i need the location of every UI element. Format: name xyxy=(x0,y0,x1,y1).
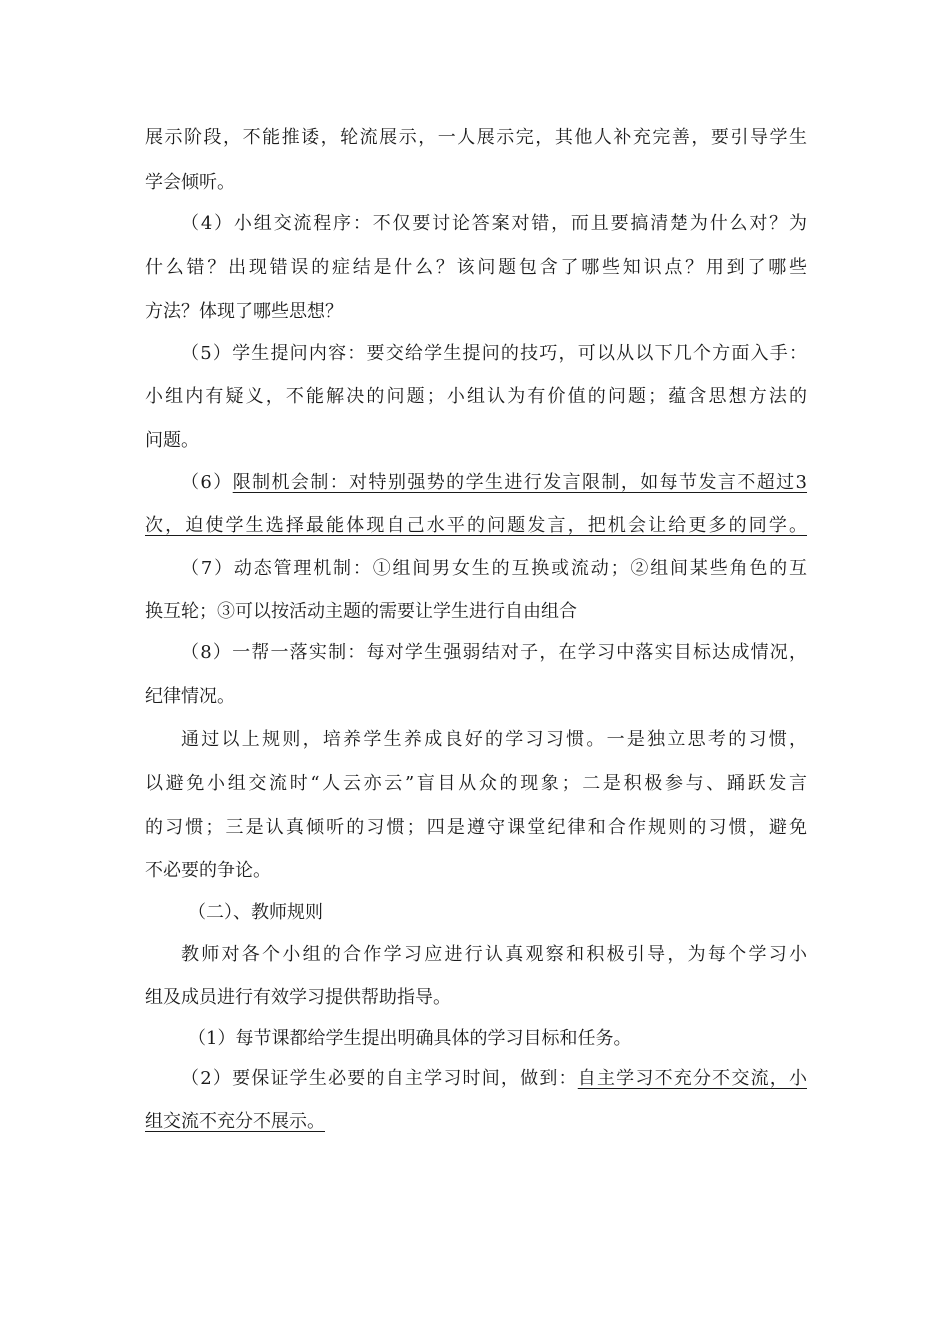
paragraph-line: 展示阶段，不能推诿，轮流展示，一人展示完，其他人补充完善，要引导学生 xyxy=(145,127,807,148)
paragraph-line: 通过以上规则，培养学生养成良好的学习习惯。一是独立思考的习惯， xyxy=(181,729,807,750)
paragraph-line: 换互轮；③可以按活动主题的需要让学生进行自由组合 xyxy=(145,601,577,622)
underlined-text: 自主学习不充分不交流，小 xyxy=(577,1068,807,1089)
item-6-line xyxy=(181,471,807,495)
paragraph-line: 学会倾听。 xyxy=(145,172,235,193)
section-heading: （二）、教师规则 xyxy=(188,902,323,923)
underlined-text: 次，迫使学生选择最能体现自己水平的问题发言，把机会让给更多的同学。 xyxy=(145,515,807,536)
paragraph-line xyxy=(145,514,807,538)
item-prefix: （2）要保证学生必要的自主学习时间，做到： xyxy=(181,1068,578,1089)
paragraph-line: 问题。 xyxy=(145,430,199,451)
item-7-line: （7）动态管理机制：①组间男女生的互换或流动；②组间某些角色的互 xyxy=(181,558,807,579)
underlined-text: 组交流不充分不展示。 xyxy=(145,1111,325,1132)
paragraph-line: 不必要的争论。 xyxy=(145,860,271,881)
paragraph-line: 教师对各个小组的合作学习应进行认真观察和积极引导，为每个学习小 xyxy=(181,944,807,965)
item-prefix: （6） xyxy=(181,472,233,493)
paragraph-line: 组及成员进行有效学习提供帮助指导。 xyxy=(145,987,451,1008)
item-2-line xyxy=(181,1067,807,1091)
paragraph-line: 小组内有疑义，不能解决的问题；小组认为有价值的问题；蕴含思想方法的 xyxy=(145,386,807,407)
paragraph-line: 以避免小组交流时“人云亦云”盲目从众的现象；二是积极参与、踊跃发言 xyxy=(145,773,807,794)
paragraph-line: 的习惯；三是认真倾听的习惯；四是遵守课堂纪律和合作规则的习惯，避免 xyxy=(145,817,807,838)
paragraph-line: 方法？体现了哪些思想？ xyxy=(145,301,343,322)
paragraph-line: 纪律情况。 xyxy=(145,686,235,707)
underlined-text: 限制机会制：对特别强势的学生进行发言限制，如每节发言不超过3 xyxy=(232,472,808,493)
item-5-line: （5）学生提问内容：要交给学生提问的技巧，可以从以下几个方面入手： xyxy=(181,343,807,364)
item-1-line: （1）每节课都给学生提出明确具体的学习目标和任务。 xyxy=(188,1028,632,1049)
item-8-line: （8）一帮一落实制：每对学生强弱结对子，在学习中落实目标达成情况， xyxy=(181,642,807,663)
paragraph-line: 什么错？出现错误的症结是什么？该问题包含了哪些知识点？用到了哪些 xyxy=(145,257,807,278)
paragraph-line xyxy=(145,1110,325,1134)
item-4-line: （4）小组交流程序：不仅要讨论答案对错，而且要搞清楚为什么对？为 xyxy=(181,213,807,234)
